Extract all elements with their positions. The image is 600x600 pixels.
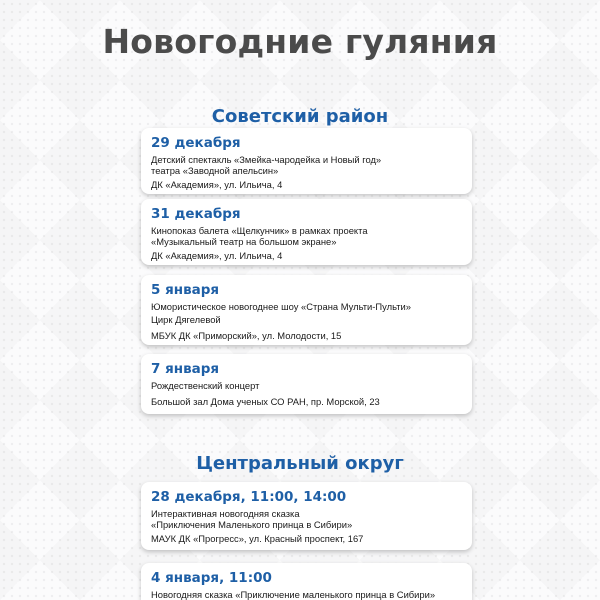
event-date: 29 декабря xyxy=(151,135,241,151)
event-description: Юмористическое новогоднее шоу «Страна Мульти-Пульти» xyxy=(151,301,411,312)
event-venue: Большой зал Дома ученых СО РАН, пр. Морской, 23 xyxy=(151,396,380,407)
event-description: Рождественский концерт xyxy=(151,380,260,391)
event-description: Детский спектакль «Змейка-чародейка и Новый год» xyxy=(151,154,382,165)
event-description: театра «Заводной апельсин» xyxy=(151,165,279,176)
event-card xyxy=(141,563,472,600)
event-card xyxy=(141,128,472,194)
event-card xyxy=(141,275,472,345)
event-date: 31 декабря xyxy=(151,206,241,222)
event-card xyxy=(141,199,472,265)
event-description: «Приключения Маленького принца в Сибири» xyxy=(151,519,353,530)
page-title: Новогодние гуляния xyxy=(102,22,498,61)
event-venue: МАУК ДК «Прогресс», ул. Красный проспект, 167 xyxy=(151,533,364,544)
section-title-sovetsky: Советский район xyxy=(211,106,389,127)
event-date: 4 января, 11:00 xyxy=(151,570,272,586)
event-venue: ДК «Академия», ул. Ильича, 4 xyxy=(151,250,283,261)
event-description: Кинопоказ балета «Щелкунчик» в рамках проекта xyxy=(151,225,368,236)
event-card xyxy=(141,482,472,550)
event-description: Интерактивная новогодняя сказка xyxy=(151,508,300,519)
event-description: Новогодняя сказка «Приключение маленького принца в Сибири» xyxy=(151,589,436,600)
event-date: 28 декабря, 11:00, 14:00 xyxy=(151,489,347,505)
event-venue: ДК «Академия», ул. Ильича, 4 xyxy=(151,179,283,190)
event-venue: МБУК ДК «Приморский», ул. Молодости, 15 xyxy=(151,330,342,341)
section-title-central: Центральный округ xyxy=(196,453,404,474)
event-description: Цирк Дягелевой xyxy=(151,314,221,325)
event-date: 5 января xyxy=(151,282,220,298)
event-description: «Музыкальный театр на большом экране» xyxy=(151,236,337,247)
event-date: 7 января xyxy=(151,361,220,377)
event-card xyxy=(141,354,472,414)
